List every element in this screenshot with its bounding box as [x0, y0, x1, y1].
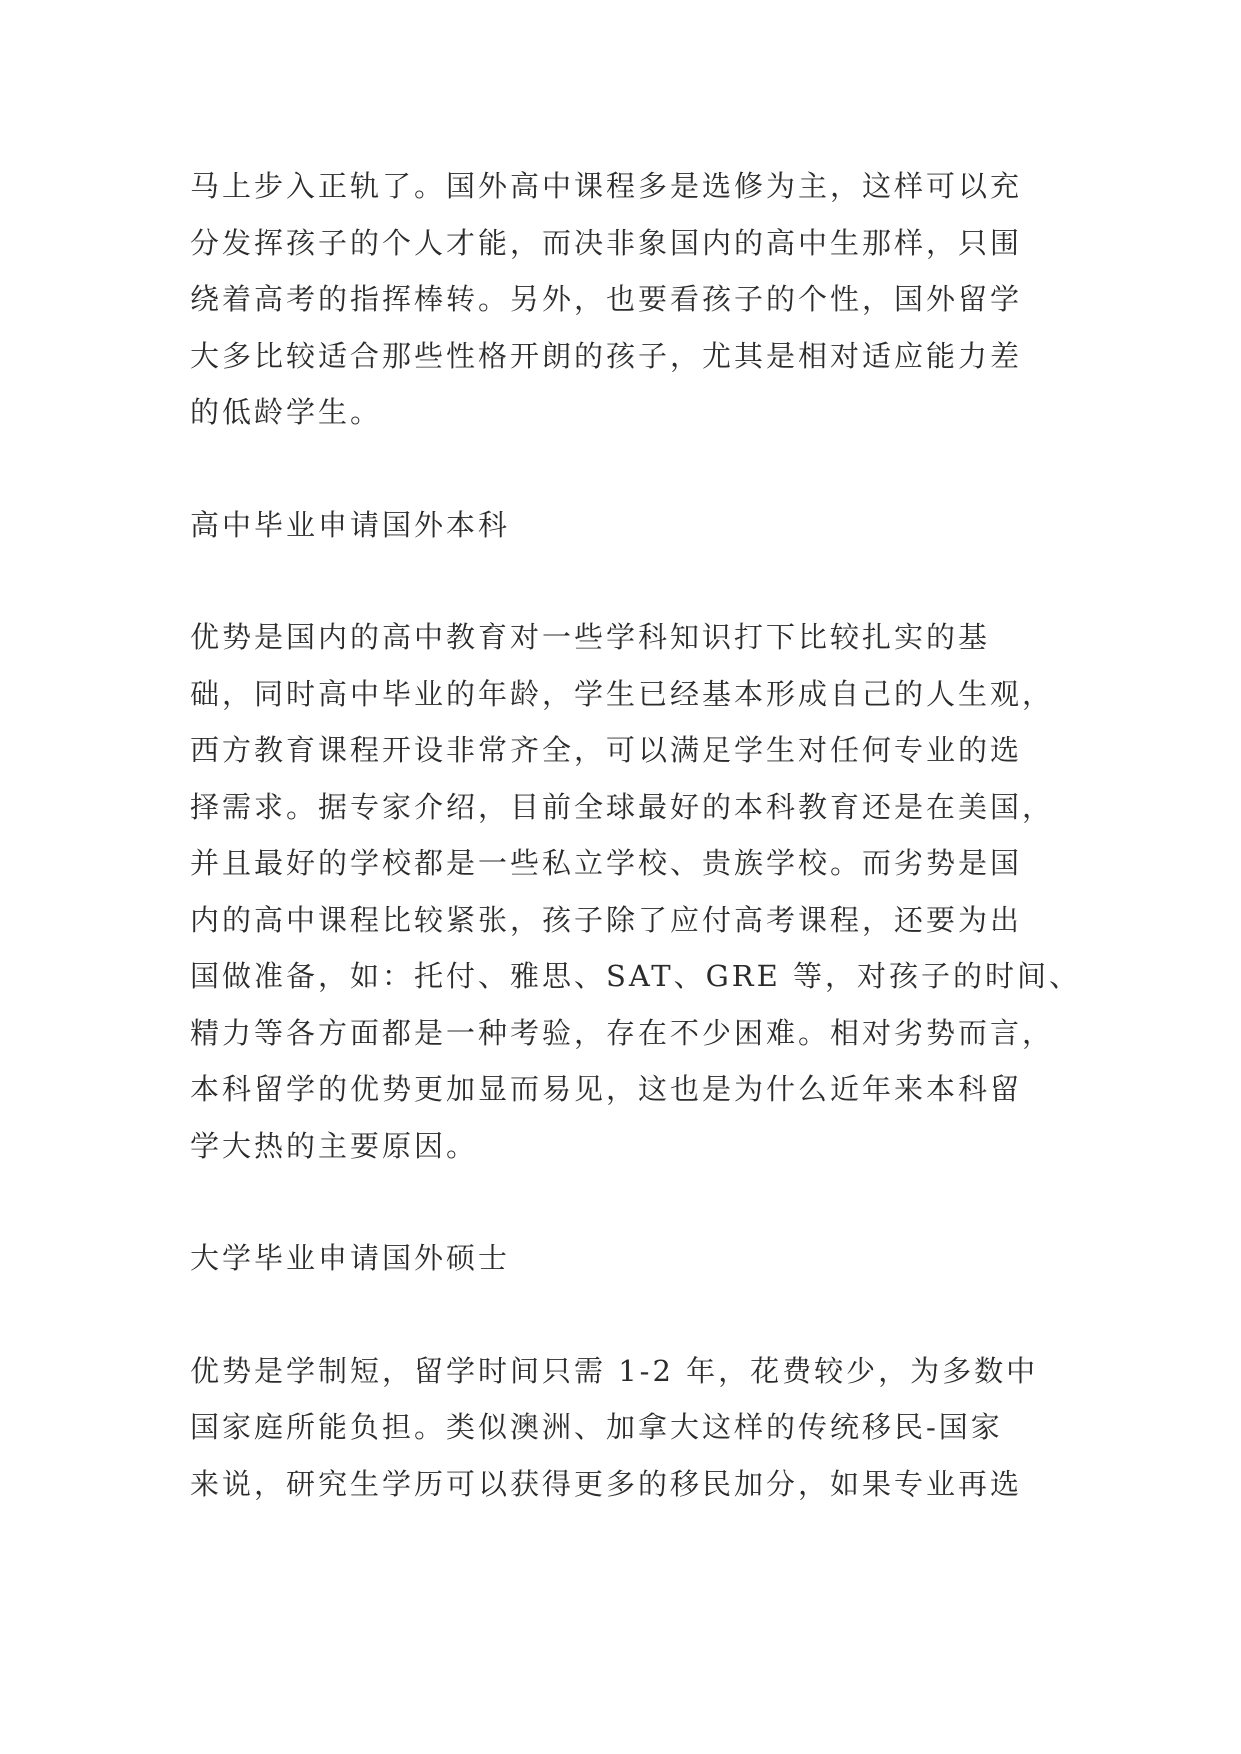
heading-text: 大学毕业申请国外硕士	[190, 1241, 511, 1275]
document-body	[190, 158, 1081, 1512]
section-heading-undergraduate	[190, 497, 1070, 554]
text-line: 绕着高考的指挥棒转。另外，也要看孩子的个性，国外留学	[190, 282, 1023, 316]
text-line: 优势是国内的高中教育对一些学科知识打下比较扎实的基	[190, 620, 991, 654]
text-line: 大多比较适合那些性格开朗的孩子，尤其是相对适应能力差	[190, 338, 1023, 373]
section-heading-masters	[190, 1230, 1070, 1287]
text-line: 优势是学制短，留学时间只需 1-2 年，花费较少，为多数中	[190, 1353, 1039, 1388]
paragraph-1	[190, 158, 1070, 441]
text-line: 分发挥孩子的个人才能，而决非象国内的高中生那样，只围	[190, 225, 1023, 260]
text-line: 马上步入正轨了。国外高中课程多是选修为主，这样可以充	[190, 169, 1023, 203]
text-line: 精力等各方面都是一种考验，存在不少困难。相对劣势而言，	[190, 1015, 1055, 1050]
text-line: 本科留学的优势更加显而易见，这也是为什么近年来本科留	[190, 1072, 1023, 1106]
text-line: 础，同时高中毕业的年龄，学生已经基本形成自己的人生观，	[190, 676, 1055, 711]
text-line: 择需求。据专家介绍，目前全球最好的本科教育还是在美国，	[190, 789, 1055, 824]
paragraph-3	[190, 1343, 1070, 1513]
text-line: 西方教育课程开设非常齐全，可以满足学生对任何专业的选	[190, 733, 1023, 767]
text-line: 并且最好的学校都是一些私立学校、贵族学校。而劣势是国	[190, 846, 1023, 880]
text-line: 国做准备，如：托付、雅思、SAT、GRE 等，对孩子的时间、	[190, 959, 1081, 993]
text-line: 国家庭所能负担。类似澳洲、加拿大这样的传统移民-国家	[190, 1410, 1003, 1444]
text-line: 学大热的主要原因。	[190, 1128, 479, 1163]
text-line: 来说，研究生学历可以获得更多的移民加分，如果专业再选	[190, 1466, 1023, 1501]
text-line: 内的高中课程比较紧张，孩子除了应付高考课程，还要为出	[190, 902, 1023, 937]
paragraph-2	[190, 609, 1081, 1174]
text-line: 的低龄学生。	[190, 395, 383, 429]
heading-text: 高中毕业申请国外本科	[190, 507, 511, 542]
